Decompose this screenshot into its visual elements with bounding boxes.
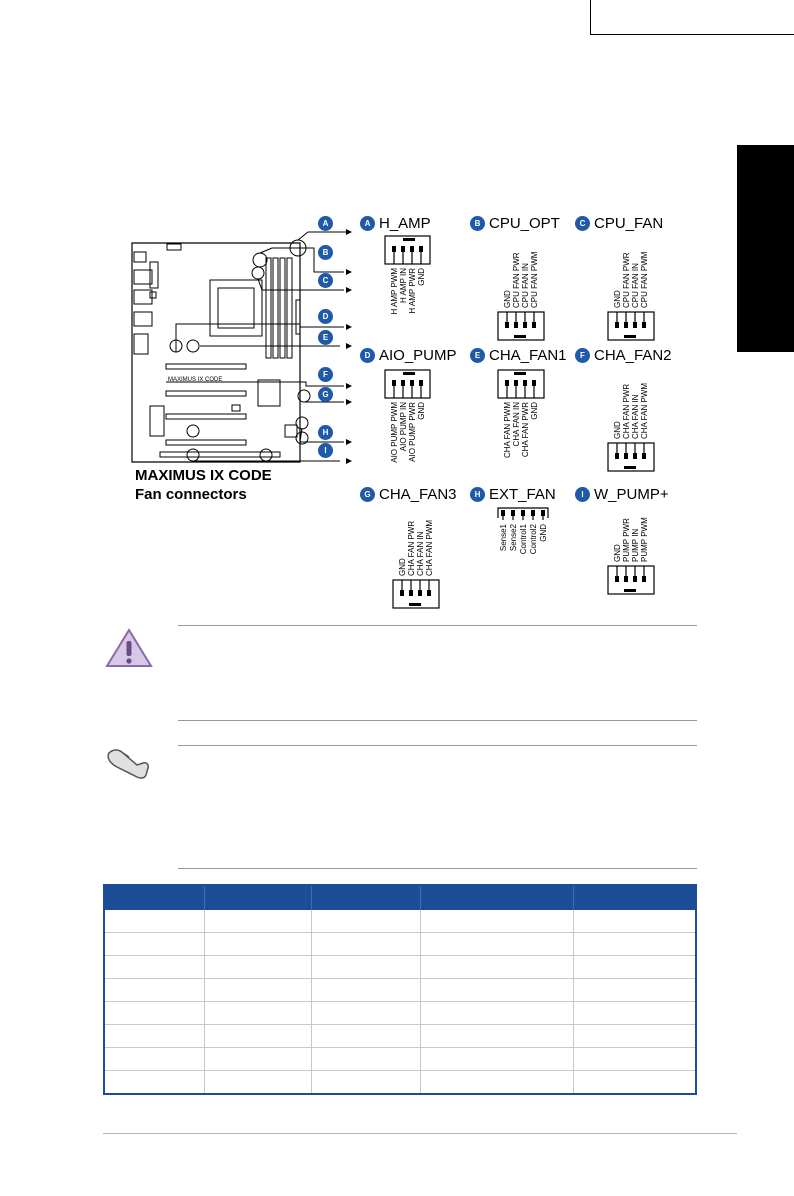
pin-label: CHA FAN PWM [503, 402, 512, 459]
pin-label: CHA FAN PWR [521, 402, 530, 458]
badge-c: C [575, 216, 590, 231]
table-header-cell [574, 885, 697, 910]
table-row [104, 1048, 696, 1071]
table-header-cell [205, 885, 312, 910]
table-row [104, 1071, 696, 1095]
pin-label: H AMP PWR [408, 268, 417, 314]
pin-label: GND [530, 402, 539, 420]
caution-bottom-rule [178, 720, 697, 721]
connector-title-w-pump: I W_PUMP+ [575, 486, 669, 503]
pin-label: CHA FAN IN [416, 531, 425, 576]
badge-h: H [470, 487, 485, 502]
badge-d: D [360, 348, 375, 363]
pin-label: Control1 [519, 524, 528, 555]
caution-top-rule [178, 625, 697, 626]
badge-a: A [360, 216, 375, 231]
pin-label: CPU FAN PWM [640, 251, 649, 308]
table-row [104, 1002, 696, 1025]
callout-f: F [318, 367, 333, 382]
table-row [104, 956, 696, 979]
pin-label: CHA FAN IN [512, 402, 521, 447]
pin-label: GND [417, 268, 426, 286]
caption-line-2: Fan connectors [135, 486, 247, 503]
table-header-cell [104, 885, 205, 910]
table-row [104, 979, 696, 1002]
caution-triangle-icon [104, 627, 154, 669]
connector-title-cha-fan1: E CHA_FAN1 [470, 347, 567, 364]
pin-label: Sense2 [509, 524, 518, 552]
connector-title-cpu-fan: C CPU_FAN [575, 215, 663, 232]
caption-line-1: MAXIMUS IX CODE [135, 467, 272, 484]
callout-b: B [318, 245, 333, 260]
pin-label: H AMP IN [399, 268, 408, 303]
pin-label: AIO PUMP PWM [390, 402, 399, 463]
note-bottom-rule [178, 868, 697, 869]
pin-label: CHA FAN IN [631, 394, 640, 439]
table-header-cell [421, 885, 574, 910]
pin-label: PUMP IN [631, 528, 640, 562]
pin-label: H AMP PWM [390, 268, 399, 315]
badge-g: G [360, 487, 375, 502]
pin-label: Sense1 [499, 524, 508, 552]
table-row [104, 933, 696, 956]
pin-label: CPU FAN PWM [530, 251, 539, 308]
table-header-cell [312, 885, 421, 910]
diagram-caption [135, 466, 272, 504]
pin-label: CHA FAN PWR [622, 383, 631, 439]
pin-label: GND [539, 524, 548, 542]
callout-g: G [318, 387, 333, 402]
connector-title-aio-pump: D AIO_PUMP [360, 347, 457, 364]
pin-label: CPU FAN IN [631, 263, 640, 308]
badge-i: I [575, 487, 590, 502]
badge-e: E [470, 348, 485, 363]
pin-label: Control2 [529, 524, 538, 555]
callout-h: H [318, 425, 333, 440]
pin-label: GND [417, 402, 426, 420]
pointing-hand-icon [103, 745, 153, 781]
fan-spec-table [103, 884, 697, 1095]
note-top-rule [178, 745, 697, 746]
pin-label: PUMP PWM [640, 517, 649, 562]
badge-f: F [575, 348, 590, 363]
pin-label: PUMP PWR [622, 518, 631, 562]
table-header-row [104, 885, 696, 910]
pin-label: GND [613, 544, 622, 562]
connector-title-ext-fan: H EXT_FAN [470, 486, 556, 503]
table-row [104, 1025, 696, 1048]
callout-d: D [318, 309, 333, 324]
pin-label: CPU FAN PWR [512, 252, 521, 308]
pin-label: GND [613, 421, 622, 439]
pin-label: CPU FAN IN [521, 263, 530, 308]
board-model-label: MAXIMUS IX CODE [168, 377, 223, 383]
callout-c: C [318, 273, 333, 288]
pin-label: CHA FAN PWM [640, 382, 649, 439]
callout-a: A [318, 216, 333, 231]
pin-label: GND [398, 558, 407, 576]
connector-title-h-amp: A H_AMP [360, 215, 431, 232]
callout-i: I [318, 443, 333, 458]
pin-label: CHA FAN PWM [425, 519, 434, 576]
pin-label: AIO PUMP PWR [408, 402, 417, 462]
pin-label: GND [613, 290, 622, 308]
callout-e: E [318, 330, 333, 345]
connector-title-cha-fan2: F CHA_FAN2 [575, 347, 672, 364]
pin-label: AIO PUMP IN [399, 402, 408, 452]
pin-label: CPU FAN PWR [622, 252, 631, 308]
badge-b: B [470, 216, 485, 231]
connector-title-cha-fan3: G CHA_FAN3 [360, 486, 457, 503]
table-row [104, 910, 696, 933]
pin-label: GND [503, 290, 512, 308]
footer-rule [103, 1133, 737, 1134]
connector-title-cpu-opt: B CPU_OPT [470, 215, 560, 232]
pin-label: CHA FAN PWR [407, 520, 416, 576]
